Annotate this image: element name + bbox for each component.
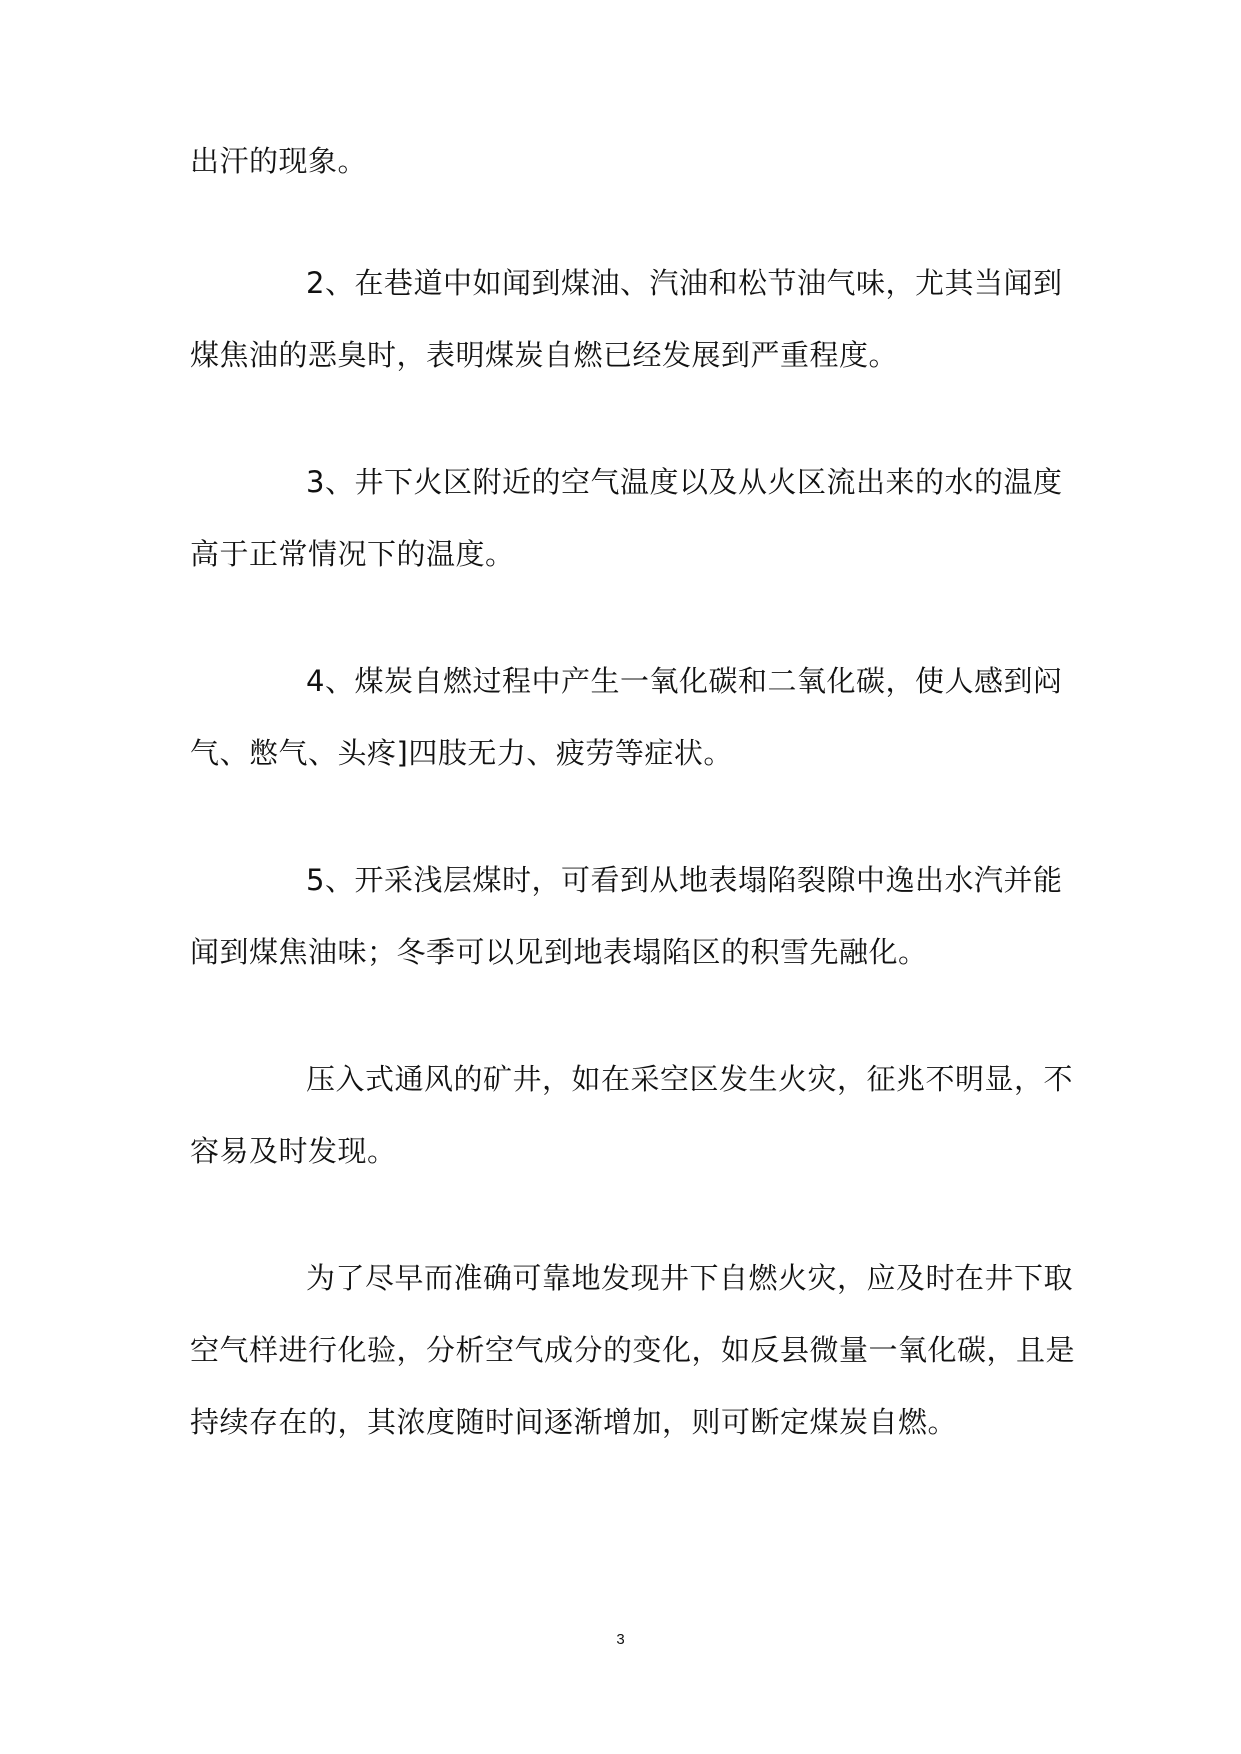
paragraph-1-line-1: 煤焦油的恶臭时，表明煤炭自燃已经发展到严重程度。 [190, 338, 899, 372]
paragraph-3-line-1: 气、憋气、头疼]四肢无力、疲劳等症状。 [190, 736, 733, 770]
paragraph-6-line-1: 空气样进行化验，分析空气成分的变化，如反县微量一氧化碳，且是 [190, 1333, 1076, 1367]
paragraph-2-line-1: 高于正常情况下的温度。 [190, 537, 515, 571]
paragraph-5-line-1: 容易及时发现。 [190, 1134, 397, 1168]
paragraph-3-line-0: 4、煤炭自燃过程中产生一氧化碳和二氧化碳，使人感到闷 [306, 664, 1063, 698]
paragraph-1-line-0: 2、在巷道中如闻到煤油、汽油和松节油气味，尤其当闻到 [306, 266, 1063, 300]
paragraph-5-line-0: 压入式通风的矿井，如在采空区发生火灾，征兆不明显，不 [306, 1062, 1074, 1096]
page-number: 3 [616, 1631, 625, 1648]
paragraph-2-line-0: 3、井下火区附近的空气温度以及从火区流出来的水的温度 [306, 465, 1063, 499]
paragraph-0-line-0: 出汗的现象。 [190, 144, 368, 178]
paragraph-4-line-0: 5、开采浅层煤时，可看到从地表塌陷裂隙中逸出水汽并能 [306, 863, 1063, 897]
paragraph-6-line-0: 为了尽早而准确可靠地发现井下自燃火灾，应及时在井下取 [306, 1261, 1074, 1295]
paragraph-4-line-1: 闻到煤焦油味；冬季可以见到地表塌陷区的积雪先融化。 [190, 935, 928, 969]
paragraph-6-line-2: 持续存在的，其浓度随时间逐渐增加，则可断定煤炭自燃。 [190, 1405, 958, 1439]
